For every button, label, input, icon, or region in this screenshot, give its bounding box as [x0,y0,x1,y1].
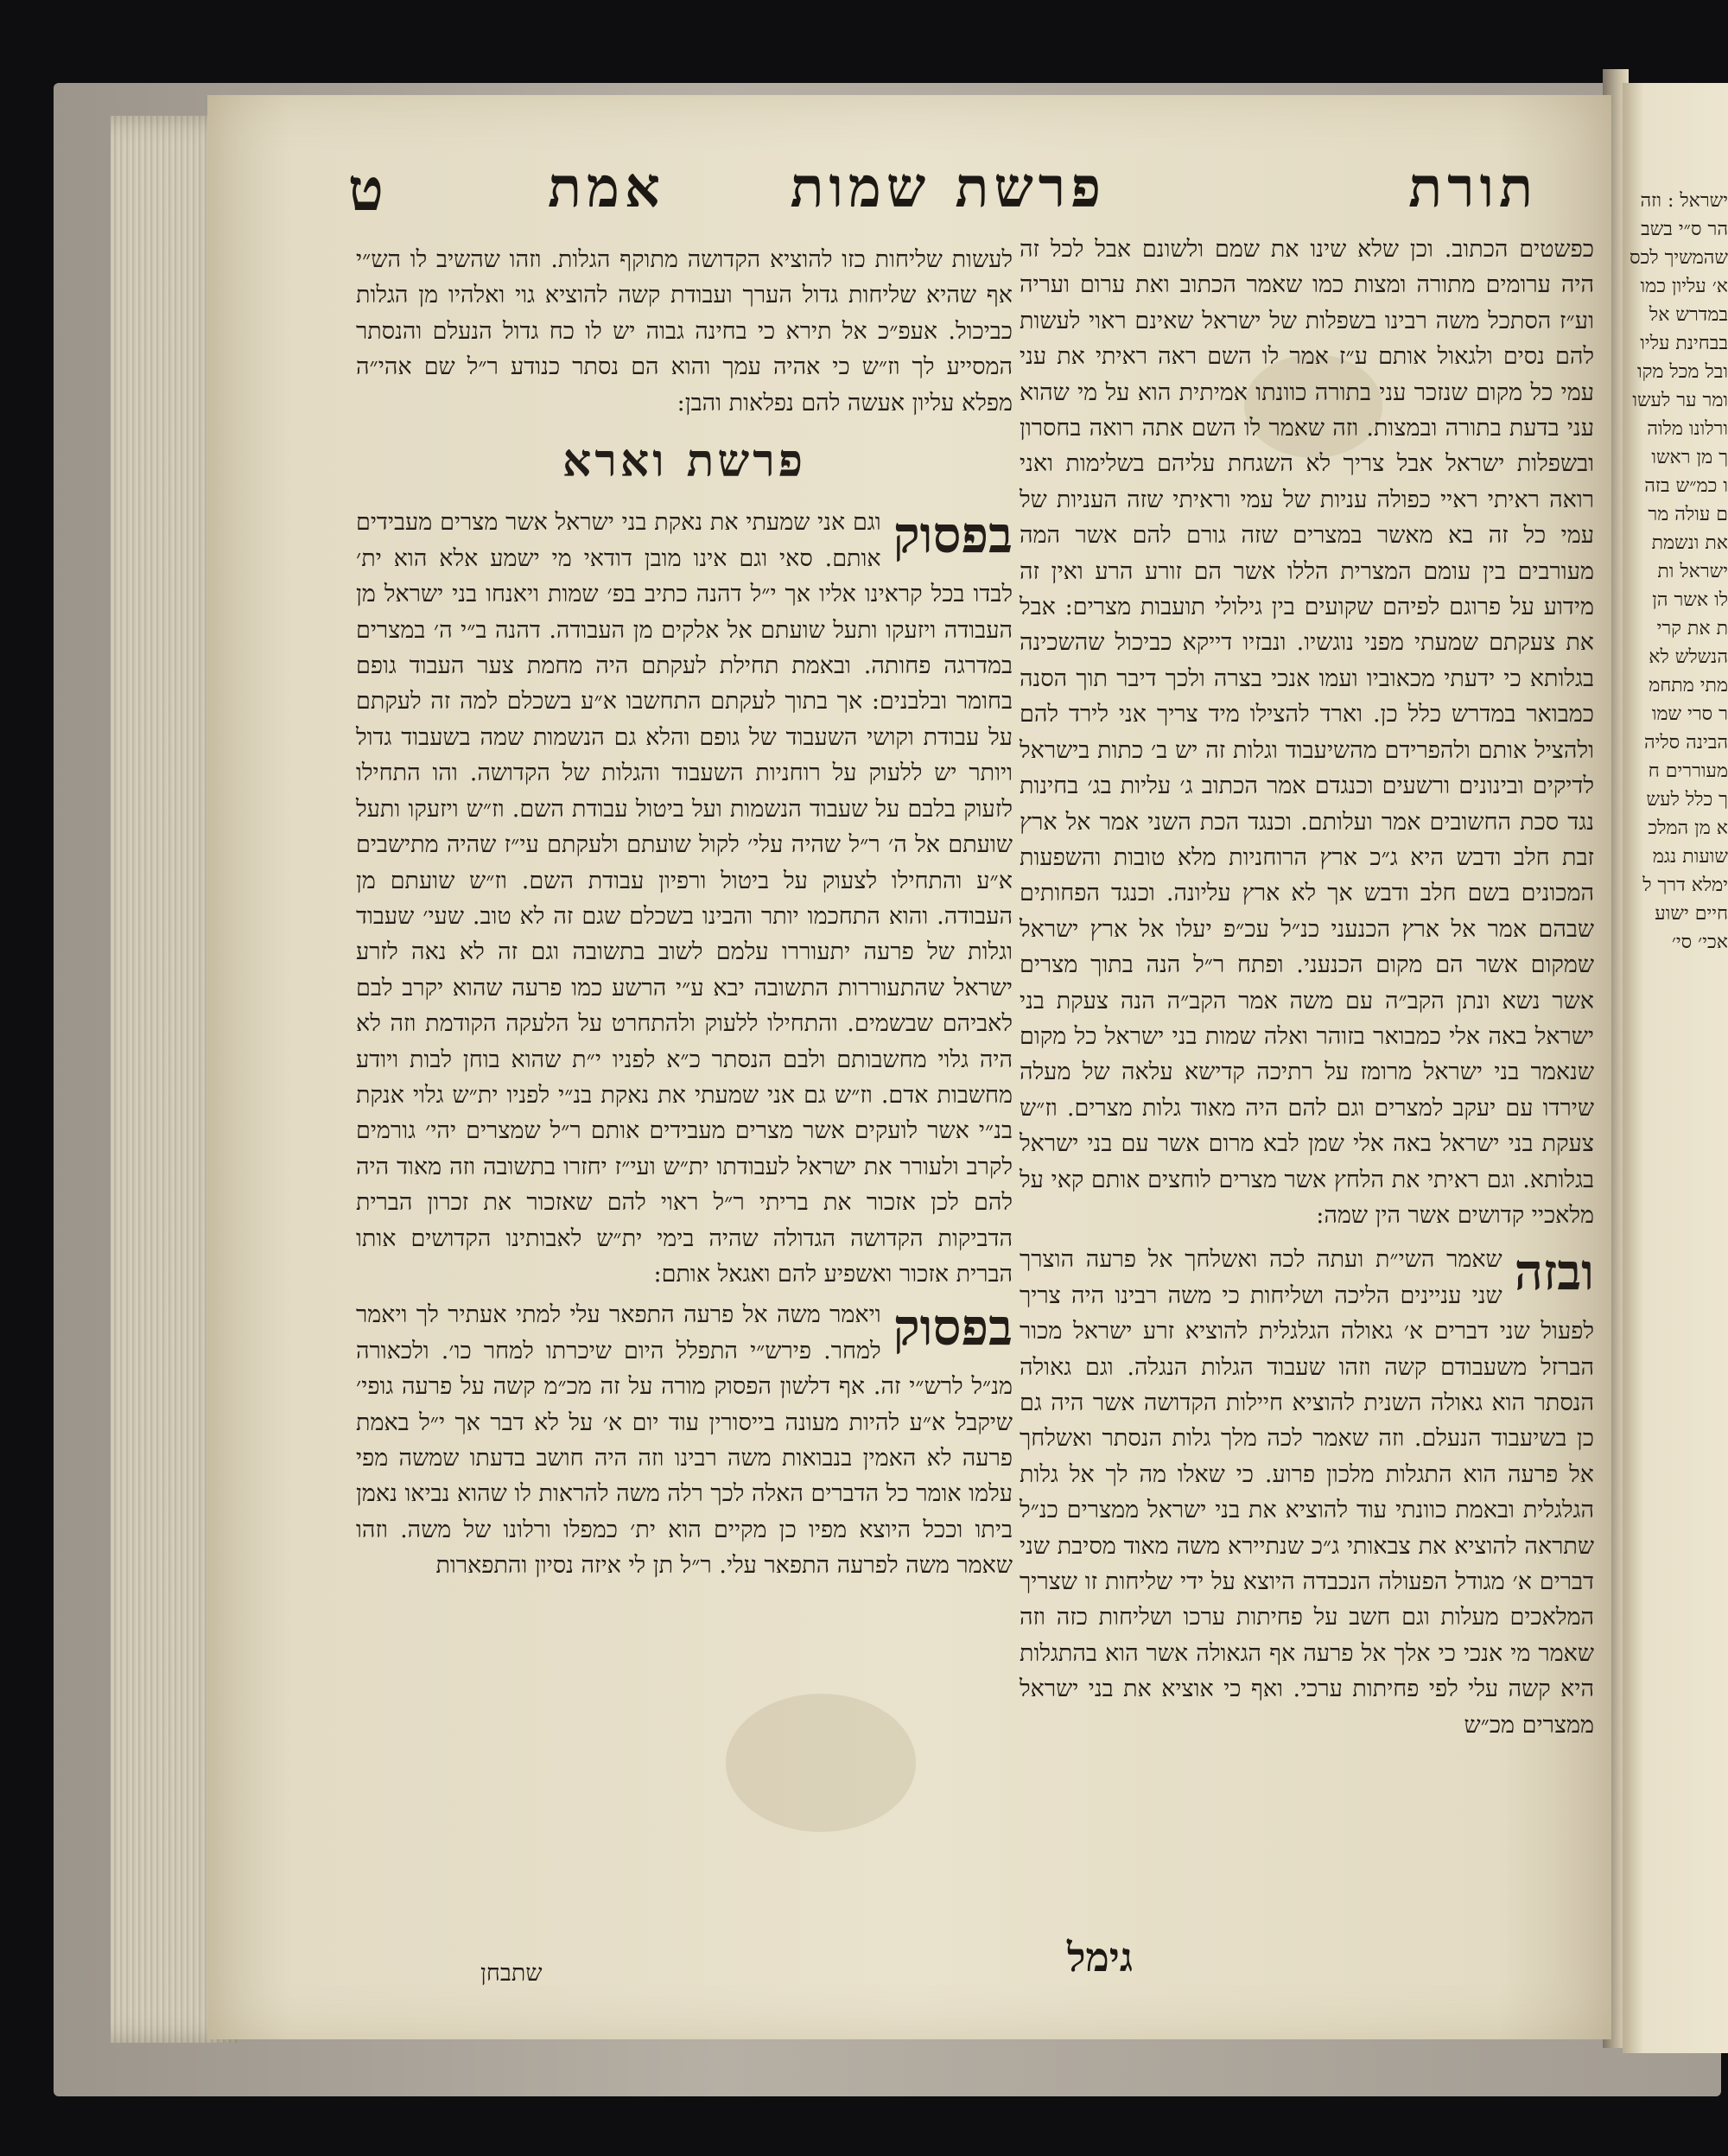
next-page-line: ך כלל לעש [1646,789,1728,811]
next-page-line: חיים ישוע [1655,903,1728,925]
right-column-text-2: שאמר השי״ת ועתה לכה ואשלחך אל פרעה הוצרך שני עניינים הליכה ושליחות כי משה רבינו היה צריך לפעול שני דברים א׳ גאולה הגלגלית להוציא זרע ישראל מכור הברזל משעבודם קשה וזהו שעבוד הגלות הנגלה. וגם גאולה הנסתר הוא גאולה השנית להוציא חיילות הקדושה אשר היה גם כן בשיעבוד הנעלם. וזה שאמר לכה מלך גלות הנסתר ואשלחך אל פרעה הוא התגלות מלכון פרוע. כי שאלו מה לך אל גלות הגלגלית ובאמת כוונתי עוד להוציא את בני ישראל ממצרים כנ״ל שתראה להוציא את צבאותי ג״כ שנתיירא משה מאוד מסיבת שני דברים א׳ מגודל הפעולה הנכבדה היוצא על ידי שליחות זו שצריך המלאכים מעלות וגם חשב על פחיתות ערכו ושליחות כזה וזה שאמר מי אנכי כי אלך אל פרעה אף הגאולה אשר הוא בהתגלות היא קשה עלי לפי פחיתות ערכי. ואף כי אוציא את בני ישראל ממצרים מכ״ש [1020,1246,1594,1739]
left-column-intro: לעשות שליחות כזו להוציא הקדושה מתוקף הגלות. וזהו שהשיב לו הש״י אף שהיא שליחות גדול הערך ועבודת קשה להוציא גוי ואלהיו מן הגלות כביכול. אעפ״כ אל תירא כי בחינה גבוה יש לו כח גדול הנעלם והנסתר המסייע לך וז״ש כי אהיה עמך והוא הם נסתר כנודע ר״ל שם אהי״ה מפלא עליון אעשה להם נפלאות והבן: [356,246,1013,417]
next-page-line: ימלא דרך ל [1642,874,1728,896]
next-page-line: ישראל ות [1657,561,1728,582]
next-page-line: מתי מתחמ [1649,675,1728,696]
next-page-line: ך מן ראשו [1651,447,1728,468]
next-page-line: א מן המלכ [1648,817,1728,839]
next-page-line: לו אשר הן [1652,589,1728,611]
left-column-text-2: ויאמר משה אל פרעה התפאר עלי למתי אעתיר לך ויאמר למחר. פירש״י התפלל היום שיכרתו למחר כו׳. ולכאורה מנ״ל לרש״י זה. אף דלשון הפסוק מורה על זה מכ״מ קשה על פרעה גופי׳ שיקבל א״ע להיות מעונה בייסורין עוד יום א׳ על לא דבר אך י״ל באמת פרעה לא האמין בנבואות משה רבינו וזה היה חושב בדעתו שמשה מפי עלמו אומר כל הדברים האלה לכך רלה משה להראות לו שהוא נביאו נאמן ביתו וככל היוצא מפיו כן מקיים הוא ית׳ כמפלו ורלונו של משה. וזהו שאמר משה לפרעה התפאר עלי. ר״ל תן לי איזה נסיון והתפארות [356,1301,1013,1580]
right-column-text: כפשטים הכתוב. וכן שלא שינו את שמם ולשונם אבל לכל זה היה ערומים מתורה ומצות כמו שאמר הכתוב ואת ערום ועריה וע״ז הסתכל משה רבינו בשפלות של ישראל שאינם ראוי לעשות להם נסים ולגאול אותם ע״ז אמר לו השם ראה ראיתי את עני עמי כל מקום שנזכר עני בתורה כוונתו אמיתית הוא על מי שהוא עני בדעת בתורה ובמצות. וזה שאמר לו השם אתה רואה בחסרון ובשפלות ישראל אבל צריך לא השגחת עליהם בשלימות ואני רואה ראיתי ראיי כפולה עניות של עמי וראיתי שזה העניות של עמי כל זה בא מאשר במצרים שזה גורם להם אשר המה מעורבים בין עומם המצרית הללו אשר הם זורע הרע ואין זה מידוע על פרוגם לפיהם שקועים בין גילולי תועבות מצרים: אבל את צעקתם שמעתי מפני נוגשיו. ונבזיו דייקא כביכול שהשכינה בגלותא כי ידעתי מכאוביו ועמו אנכי בצרה ולכך דיבר תוך הסנה כמבואר במדרש כלל כן. וארד להצילו מיד צריך אני לירד להם ולהציל אותם ולהפרידם מהשיעבוד וגלות זה יש ב׳ כתות בישראל לדיקים ובינונים ורשעים וכנגדם אמר הכתוב ג׳ עליות בג׳ בחינות נגד סכת החשובים אמר ועלותם. וכנגד הכת השני אמר אל ארץ זבת חלב ודבש היא ג״כ ארץ הרוחניות מלא טובות והשפעות המכונים בשם חלב ודבש אך לא ארץ עליונה. וכנגד הפחותים שבהם אמר אל ארץ הכנעני כנ״ל עכ״פ יעלו אל ארץ ישראל שמקום אשר הם מקום הכנעני. ופתח ר״ל הנה בתוך מצרים אשר נשא ונתן הקב״ה עם משה אמר הקב״ה הנה צעקת בני ישראל באה אלי כמבואר בזוהר ואלה שמות בני ישראל כל מקום שנאמר בני ישראל מרומז על רתיכה קדישא עלאה של מעלה שירדו עם יעקב למצרים וגם להם היה מאוד גלות מצרים. וז״ש צעקת בני ישראל באה אלי שמן לבא מרום אשר עם בני ישראל בגלותא. וגם ראיתי את הלחץ אשר מצרים לוחצים אותם קאי על מלאכיי קדושים אשר הין שמה: [1020,236,1594,1229]
right-column-paragraph [1020,1242,1594,1743]
next-page-line: הבינה סליה [1643,732,1728,754]
next-page-line: ת את קרי [1656,618,1728,639]
next-page-line: מעוררים ח [1648,760,1728,782]
next-page-line: שועות נגמ [1652,846,1728,868]
left-column-paragraph-1 [356,505,1013,1292]
right-column [1020,232,1594,1994]
next-page-line: אכי׳ סי׳ [1671,932,1728,953]
next-page-line: במדרש אל [1649,304,1728,326]
next-page-edge [1623,83,1728,2053]
left-column-paragraph-2 [356,1297,1013,1583]
next-page-line: ר סרי שמו [1651,703,1728,725]
next-page-line: הר ס״י בשב [1641,219,1728,240]
section-title: פרשת וארא [562,435,807,488]
next-page-line: ומר ער לעשו [1632,390,1728,411]
next-page-line: בבחינת עליו [1640,333,1728,354]
right-catchword: גימל [1067,1934,1134,1981]
lead-word-1: בפסוק [893,506,1013,565]
next-page-line: ם עולה מר [1648,504,1728,525]
running-head-emet: אמת [547,156,665,220]
next-page-line: את ונשמת [1651,532,1728,554]
next-page-line: הנשלש לא [1649,646,1728,668]
next-page-line: ובל מכל מקו [1636,361,1728,383]
next-page-line: ו כמ״ש בזה [1644,475,1728,497]
left-column [356,242,1013,2022]
next-page-line: א׳ עליון כמו [1640,276,1728,297]
next-page-text [1623,83,1728,957]
running-head [346,156,1590,233]
left-catchword: שתבחן [480,1960,543,1987]
next-page-line: ורלונו מלוה [1647,418,1728,440]
lead-word-2: בפסוק [893,1298,1013,1358]
lead-word: ובזה [1514,1243,1594,1302]
left-column-text-1: וגם אני שמעתי את נאקת בני ישראל אשר מצרים מעבידים אותם. סאי וגם אינו מובן דודאי מי ישמע אלא הוא ית׳ לבדו בכל קראינו אליו אך י״ל דהנה כתיב בפ׳ שמות ויאנחו בני ישראל מן העבודה ויזעקו ותעל שועתם אל אלקים מן העבודה. דהנה ב״י ה׳ במצרים במדרגה פחותה. ובאמת תחילת לעקתם היה מחמת צער העבוד גופם בחומר ובלבנים: אך בתוך לעקתם התחשבו א״ע בשכלם למה זה לעקתם על עבודת וקושי השעבוד של גופם והלא גם הנשמות שמה בשעבוד גדול ויותר יש ללעוק על רוחניות השעבוד והגלות של הקדושה. והו התחילו לזעוק בלבם על שעבוד הנשמות ועל ביטול עבודת השם. וז״ש ויזעקו ותעל שועתם אל ה׳ ר״ל שהיה עלי׳ לקול שועתם ולעקתם עי״ז שהיה מתישבים א״ע והתחילו לצעוק על ביטול ורפיון עבודת השם. וז״ש שועתם מן העבודה. והוא התחכמו יותר והבינו בשכלם שגם זה לא טוב. שעי׳ שעבוד וגלות של פרעה יתעוררו עלמם לשוב בתשובה וגם זה לא נאה לזרע ישראל שהתעוררות התשובה יבא ע״י הרשע כמו פרעה שהוא יקרב לבם לאביהם שבשמים. והתחילו ללעוק ולהתחרט על הלעקה הקודמת וזה לא היה גלוי מחשבותם ולבם הנסתר כ״א לפניו י״ת שהוא בוחן לבות ויודע מחשבות אדם. וז״ש גם אני שמעתי את נאקת בנ״י לפניו ית״ש גלוי אנקת בנ״י אשר לועקים אשר מצרים מעבידים אותם ר״ל שמצרים יהי׳ גורמים לקרב ולעורר את ישראל לעבודתו ית״ש ועי״ז יחזרו בתשובה וזה מאוד היה להם לכן אזכור את בריתי ר״ל ראוי להם שאזכור את זכרון הברית הדביקות הקדושה הגדולה שהיה בימי ית״ש לאבותינו הקדושים אותו הברית אזכור ואשפיע להם ואגאל אותם: [356,509,1013,1288]
next-page-line: ישראל : וזה [1640,190,1728,212]
running-head-parasha: פרשת שמות [790,156,1106,220]
folio-number: ט [347,156,389,225]
running-head-torah: תורת [1408,156,1538,220]
next-page-line: שהמשיך לכס [1630,247,1728,269]
